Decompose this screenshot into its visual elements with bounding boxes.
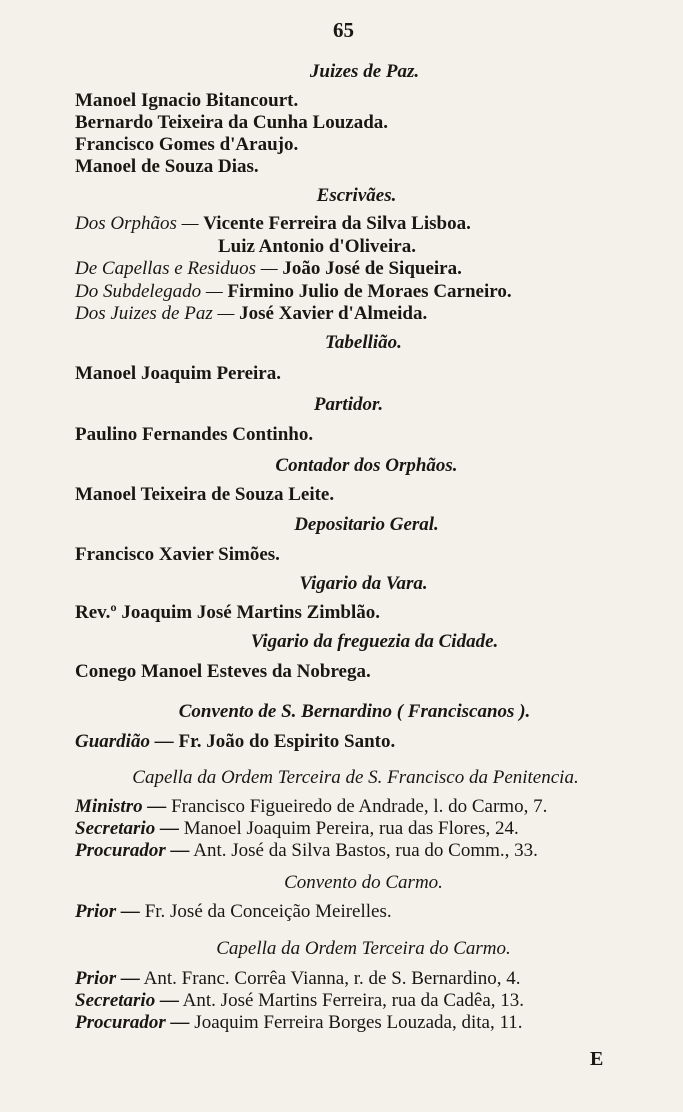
page-number: 65 [333, 18, 354, 42]
name-line: Manoel Joaquim Pereira. [75, 363, 281, 384]
entry-role: Secretario — [75, 818, 179, 839]
section-heading-escrivaes: Escrivães. [316, 185, 397, 206]
entry-line [75, 730, 395, 754]
name-line: Francisco Gomes d'Araujo. [75, 134, 299, 155]
section-heading-juizes: Juizes de Paz. [309, 61, 420, 82]
entry-name: Francisco Figueiredo de Andrade, l. do Carmo, 7. [171, 796, 548, 817]
section-heading-depositario: Depositario Geral. [294, 514, 439, 535]
entry-name: Joaquim Ferreira Borges Louzada, dita, 11. [194, 1012, 523, 1033]
entry-line [75, 280, 512, 304]
entry-name: Ant. Franc. Corrêa Vianna, r. de S. Bernardino, 4. [143, 968, 521, 989]
name-line: Paulino Fernandes Continho. [75, 424, 314, 445]
entry-role: Prior — [75, 901, 140, 922]
entry-line [75, 900, 392, 924]
section-heading-convento-carmo: Convento do Carmo. [284, 872, 443, 893]
entry-role: Dos Juizes de Paz — [75, 303, 235, 324]
name-line: Manoel Teixeira de Souza Leite. [75, 484, 335, 505]
name-line: Francisco Xavier Simões. [75, 544, 280, 565]
signature-mark: E [590, 1048, 604, 1070]
section-heading-partidor: Partidor. [313, 394, 384, 415]
section-heading-capella-penitencia: Capella da Ordem Terceira de S. Francisco da Penitencia. [132, 767, 579, 788]
section-heading-capella-carmo: Capella da Ordem Terceira do Carmo. [216, 938, 511, 959]
entry-role: Do Subdelegado — [75, 281, 223, 302]
entry-name: José Xavier d'Almeida. [239, 303, 428, 324]
entry-line [75, 212, 471, 236]
entry-line [75, 795, 547, 819]
entry-role: Dos Orphãos — [75, 213, 199, 234]
name-line: Bernardo Teixeira da Cunha Louzada. [75, 112, 389, 133]
entry-name: João José de Siqueira. [282, 258, 462, 279]
entry-name: Ant. José Martins Ferreira, rua da Cadêa, 13. [182, 990, 525, 1011]
section-heading-contador: Contador dos Orphãos. [275, 455, 458, 476]
section-heading-tabelliao: Tabellião. [325, 332, 402, 353]
entry-line [75, 302, 427, 326]
section-heading-convento-bernardino: Convento de S. Bernardino ( Franciscanos ). [178, 701, 531, 722]
name-line: Manoel de Souza Dias. [75, 156, 259, 177]
entry-role: Ministro — [75, 796, 167, 817]
entry-role: De Capellas e Residuos — [75, 258, 278, 279]
entry-role: Guardião — [75, 731, 174, 752]
section-heading-vigario-freguezia: Vigario da freguezia da Cidade. [250, 631, 499, 652]
entry-name: Ant. José da Silva Bastos, rua do Comm., 33. [193, 840, 538, 861]
section-heading-vigario-vara: Vigario da Vara. [299, 573, 428, 594]
name-line: Manoel Ignacio Bitancourt. [75, 90, 299, 111]
entry-name: Vicente Ferreira da Silva Lisboa. [203, 213, 471, 234]
entry-line [75, 967, 520, 991]
name-line: Rev.º Joaquim José Martins Zimblão. [75, 602, 381, 623]
entry-name: Fr. José da Conceição Meirelles. [144, 901, 392, 922]
entry-name: Firmino Julio de Moraes Carneiro. [227, 281, 512, 302]
entry-role: Secretario — [75, 990, 179, 1011]
entry-role: Procurador — [75, 840, 190, 861]
entry-name: Luiz Antonio d'Oliveira. [218, 236, 416, 257]
entry-name: Fr. João do Espirito Santo. [178, 731, 396, 752]
entry-line [75, 1011, 522, 1035]
entry-line [75, 257, 462, 281]
name-line: Conego Manoel Esteves da Nobrega. [75, 661, 371, 682]
entry-role: Prior — [75, 968, 140, 989]
entry-line [75, 989, 524, 1013]
entry-name: Manoel Joaquim Pereira, rua das Flores, 24. [183, 818, 519, 839]
entry-line [75, 817, 519, 841]
entry-role: Procurador — [75, 1012, 190, 1033]
entry-line [75, 839, 538, 863]
